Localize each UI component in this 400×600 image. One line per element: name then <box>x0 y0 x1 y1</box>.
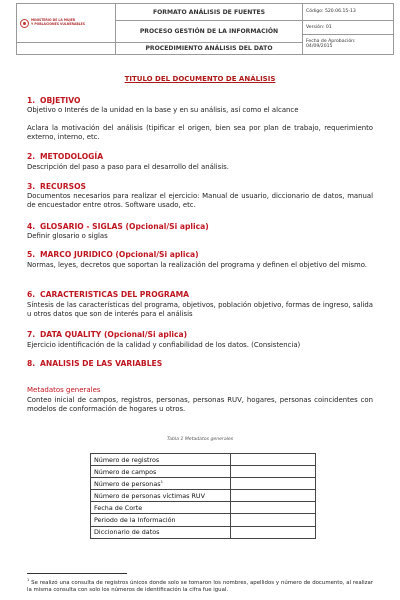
logo-line-2: Y POBLACIONES VULNERABLES <box>31 22 86 26</box>
table-cell-label: Número de personas víctimas RUV <box>91 490 231 502</box>
table-row <box>91 466 316 478</box>
procedure-name: PROCEDIMIENTO ANÁLISIS DEL DATO <box>116 43 303 55</box>
table-row <box>91 478 316 490</box>
format-title: FORMATO ANÁLISIS DE FUENTES <box>116 4 303 21</box>
section-8-heading: 8. ANALISIS DE LAS VARIABLES <box>27 359 163 368</box>
process-name: PROCESO GESTIÓN DE LA INFORMACIÓN <box>116 21 303 43</box>
document-code: Código: 520.06.15-13 <box>303 4 394 21</box>
approval-label: Fecha de Aprobación: <box>306 38 356 44</box>
table-cell-value <box>231 526 316 538</box>
metadata-table <box>90 453 316 539</box>
table-cell-label: Diccionario de datos <box>91 526 231 538</box>
header-logo-cell <box>17 4 116 43</box>
section-5-paragraph: Normas, leyes, decretos que soportan la realización del programa y definen el objetivo del mismo. <box>27 261 367 269</box>
section-6-heading: 6. CARACTERISTICAS DEL PROGRAMA <box>27 290 190 299</box>
table-cell-label: Fecha de Corte <box>91 502 231 514</box>
section-1-heading: 1. OBJETIVO <box>27 96 81 105</box>
table-cell-label: Periodo de la Información <box>91 514 231 526</box>
table-row <box>91 502 316 514</box>
table-cell-label: Número de personas$^1$ <box>91 478 231 490</box>
ministry-logo <box>20 19 112 28</box>
section-7-heading: 7. DATA QUALITY (Opcional/Si aplica) <box>27 330 188 339</box>
section-4-heading: 4. GLOSARIO - SIGLAS (Opcional/Si aplica) <box>27 222 209 231</box>
table-row <box>91 526 316 538</box>
section-1-paragraph-1: Objetivo o Interés de la unidad en la base y en su análisis, así como el alcance <box>27 106 299 114</box>
table-cell-value <box>231 502 316 514</box>
table-cell-value <box>231 514 316 526</box>
table-row <box>91 454 316 466</box>
table-cell-value <box>231 466 316 478</box>
table-cell-value <box>231 490 316 502</box>
section-2-paragraph: Descripción del paso a paso para el desarrollo del análisis. <box>27 163 229 171</box>
seal-icon <box>20 19 29 28</box>
table-cell-value <box>231 478 316 490</box>
section-1-paragraph-2: Aclara la motivación del análisis (tipificar el origen, bien sea por plan de trabajo, requerimiento externo, interno, etc. <box>27 124 373 141</box>
table-caption: Tabla 1 Metadatos generales <box>166 437 234 442</box>
section-2-heading: 2. METODOLOGÍA <box>27 152 104 161</box>
table-cell-label: Número de campos <box>91 466 231 478</box>
table-cell-value <box>231 454 316 466</box>
document-title: TITULO DEL DOCUMENTO DE ANÁLISIS <box>124 75 276 83</box>
metadata-subtitle: Metadatos generales <box>27 386 101 394</box>
table-row <box>91 490 316 502</box>
table-row <box>91 514 316 526</box>
section-7-paragraph: Ejercicio identificación de la calidad y confiabilidad de los datos. (Consistencia) <box>27 341 301 349</box>
section-3-paragraph: Documentos necesarios para realizar el ejercicio: Manual de usuario, diccionario de datos, manual de encuestador entre otros. Software usado, etc. <box>27 192 373 209</box>
approval-date-cell <box>303 34 394 55</box>
footnote-text: Se realizó una consulta de registros únicos donde solo se tomaron los nombres, apellidos y número de documento, al realizar la misma consulta con solo los números de identificación la cifra fue igual. <box>27 579 373 594</box>
metadata-intro: Conteo inicial de campos, registros, personas, personas RUV, hogares, personas coincidentes con modelos de conformación de hogares u otros. <box>27 396 373 413</box>
logo-line-1: MINISTERIO DE LA MUJER <box>31 18 76 23</box>
document-version: Versión: 01 <box>303 21 394 35</box>
table-cell-label: Número de registros <box>91 454 231 466</box>
approval-date: 04/09/2015 <box>306 44 333 50</box>
footnote-divider <box>27 573 127 574</box>
footnote-mark: 1 <box>27 578 30 582</box>
section-4-paragraph: Definir glosario o siglas <box>27 232 108 240</box>
document-header <box>16 3 394 55</box>
footnote-reference: 1 <box>160 479 164 485</box>
section-6-paragraph: Síntesis de las características del programa, objetivos, población objetivo, formas de ingreso, salida u otros datos que son de interés para el análisis <box>27 301 373 318</box>
footnote <box>27 577 373 595</box>
section-3-heading: 3. RECURSOS <box>27 182 87 191</box>
section-5-heading: 5. MARCO JURIDICO (Opcional/Si aplica) <box>27 250 199 259</box>
